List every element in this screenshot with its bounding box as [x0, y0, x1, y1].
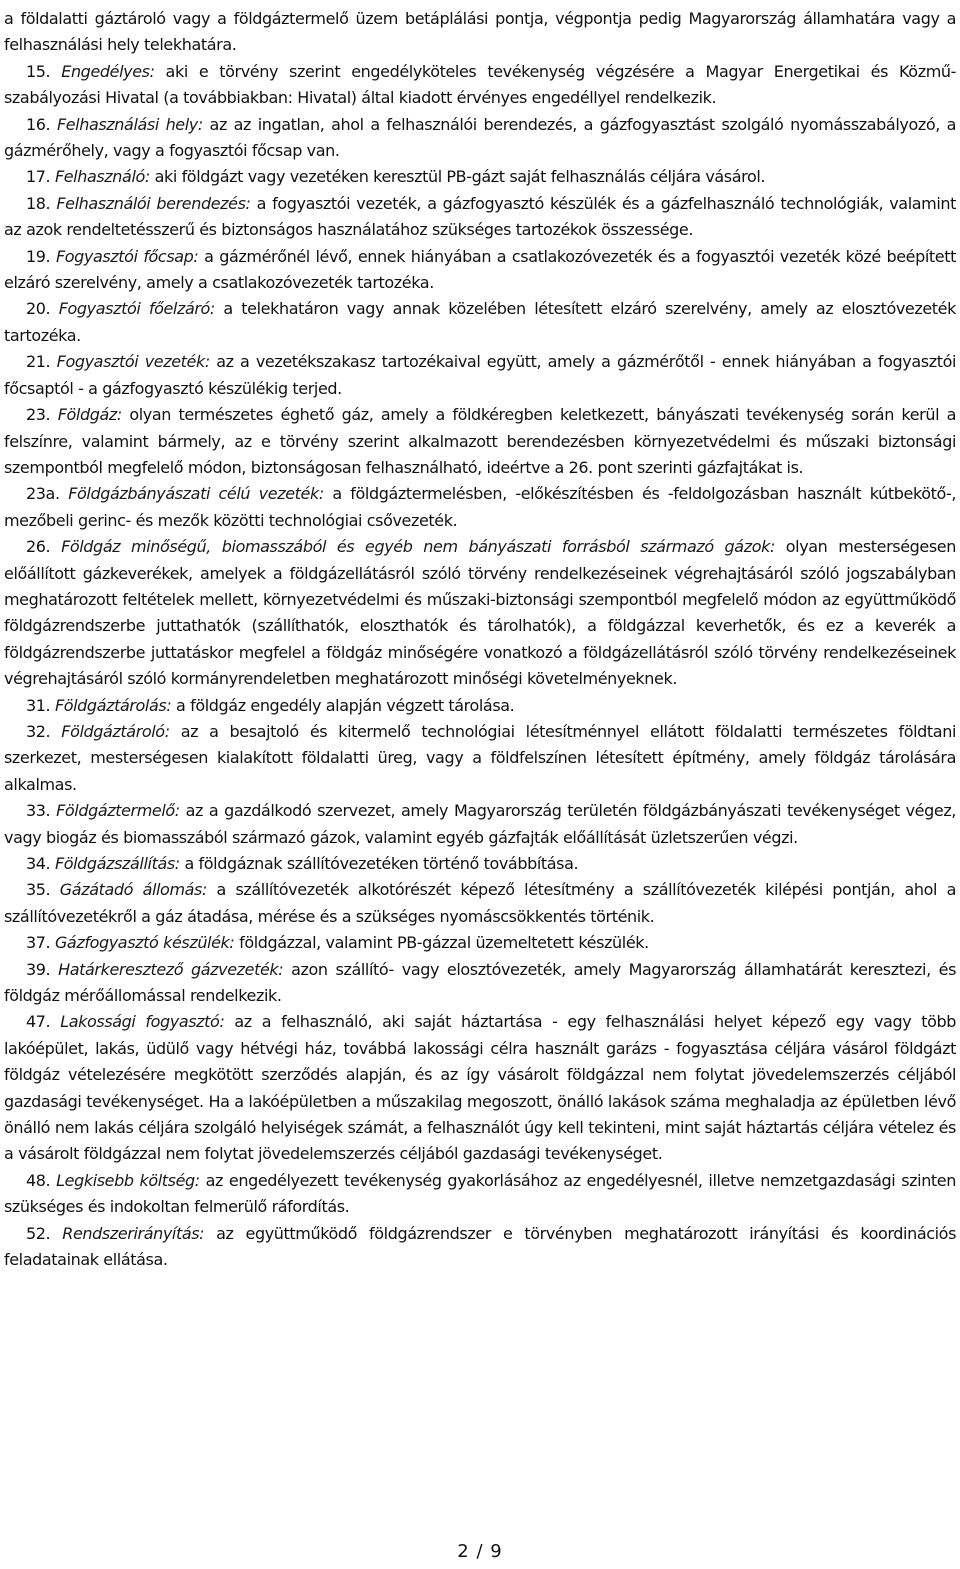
definition-number: 35.: [26, 880, 51, 900]
definition-text: a földgáztermelésben, -előkészítésben és -feldolgozásban használt kútbekötő-, mezőbeli gerinc- és mezők közötti technológiai csővezeték.: [4, 484, 957, 530]
definition-number: 16.: [26, 114, 51, 134]
definition-number: 47.: [26, 1012, 51, 1032]
definition-item: [4, 798, 956, 851]
definition-item: [4, 244, 956, 297]
definition-term: Földgáz:: [57, 405, 122, 425]
definition-item: [4, 719, 956, 798]
definitions-list: [4, 59, 956, 1274]
definition-term: Felhasználó:: [54, 167, 150, 187]
definition-text: a szállítóvezeték alkotórészét képező létesítmény a szállítóvezeték kilépési pontján, ahol a szállítóvezetékről a gáz átadása, mérése és a szükséges nyomáscsökkentés történik.: [4, 880, 956, 926]
definition-item: [4, 1009, 956, 1167]
definition-number: 33.: [26, 801, 51, 821]
definition-number: 15.: [26, 61, 51, 81]
definition-item: [4, 534, 956, 692]
definition-text: az a vezetékszakasz tartozékaival együtt, amely a gázmérőtől - ennek hiányában a fogyasztói főcsaptól - a gázfogyasztó készülékig terjed.: [4, 352, 957, 398]
definition-term: Engedélyes:: [61, 61, 155, 81]
definition-term: Földgáztárolás:: [54, 695, 172, 715]
document-page: [4, 6, 956, 1274]
definition-text: a telekhatáron vagy annak közelében létesített elzáró szerelvény, amely az elosztóvezeték tartozéka.: [4, 299, 956, 345]
definition-number: 23a.: [26, 484, 60, 504]
definition-text: az együttműködő földgázrendszer e törvényben meghatározott irányítási és koordinációs feladatainak ellátása.: [4, 1223, 957, 1270]
intro-paragraph: a földalatti gáztároló vagy a földgáztermelő üzem betáplálási pontja, végpontja pedig Magyarország államhatára vagy a felhasználási hely telekhatára.: [4, 9, 956, 55]
definition-term: Gázátadó állomás:: [59, 880, 207, 900]
definition-item: [4, 957, 956, 1010]
definition-text: olyan mesterségesen előállított gázkeverékek, amelyek a földgázellátásról szóló törvény rendelkezéseinek végrehajtásáról szóló jogszabályban meghatározott feltételek mellett, környezetvédelmi és műszaki-biztonsági szempontból megfelelő módon az együttműködő földgázrendszerbe juttathatók (szállíthatók, eloszthatók és tárolhatók), a földgázzal keverhetők, és ez a keverék a földgázrendszerbe juttatáskor megfelel a földgáz minőségére vonatkozó a földgázellátásról szóló törvény rendelkezéseinek végrehajtásáról szóló kormányrendeletben meghatározott minőségi követelményeknek.: [4, 537, 956, 689]
definition-item: [4, 481, 956, 534]
definition-text: aki földgázt vagy vezetéken keresztül PB-gázt saját felhasználás céljára vásárol.: [149, 167, 766, 187]
definition-item: [4, 296, 956, 349]
definition-term: Felhasználói berendezés:: [56, 193, 251, 213]
definition-number: 31.: [26, 695, 51, 715]
definition-number: 39.: [26, 959, 51, 979]
definition-item: [4, 164, 956, 190]
page-number: 2 / 9: [457, 1541, 503, 1562]
definition-item: [4, 1221, 956, 1274]
definition-item: [4, 402, 956, 481]
definition-number: 26.: [26, 537, 51, 557]
definition-text: az engedélyezett tevékenység gyakorlásához az engedélyesnél, illetve nemzetgazdasági szinten szükséges és indokoltan felmerülő ráfordítás.: [4, 1170, 956, 1217]
definition-number: 32.: [26, 721, 51, 741]
definition-text: az a gazdálkodó szervezet, amely Magyarország területén földgázbányászati tevékenységet végez, vagy biogáz és biomasszából származó gázok, valamint egyéb gázfajták előállítását üzletszerűen végzi.: [4, 801, 956, 847]
definition-item: [4, 1168, 956, 1221]
definition-text: az az ingatlan, ahol a felhasználói berendezés, a gázfogyasztást szolgáló nyomásszabályozó, a gázmérőhely, vagy a fogyasztói főcsap van.: [4, 114, 956, 161]
definition-term: Földgáztermelő:: [56, 801, 180, 821]
definition-term: Gázfogyasztó készülék:: [54, 933, 235, 953]
definition-term: Fogyasztói vezeték:: [56, 352, 210, 372]
definition-term: Lakossági fogyasztó:: [60, 1012, 225, 1032]
definition-number: 23.: [26, 405, 51, 425]
definition-term: Földgázbányászati célú vezeték:: [68, 484, 324, 504]
definition-number: 48.: [26, 1170, 51, 1190]
definition-item: [4, 112, 956, 165]
definition-text: az a besajtoló és kitermelő technológiai létesítménnyel ellátott földalatti természetes földtani szerkezet, mesterségesen kialakított földalatti üreg, vagy a földfelszínen létesített építmény, amely földgáz tárolására alkalmas.: [4, 721, 956, 794]
definition-number: 18.: [26, 193, 51, 213]
definition-term: Földgáz minőségű, biomasszából és egyéb nem bányászati forrásból származó gázok:: [61, 537, 775, 557]
definition-number: 34.: [26, 854, 51, 873]
definition-text: a fogyasztói vezeték, a gázfogyasztó készülék és a gázfelhasználó technológiák, valamint az azok rendeltetésszerű és biztonságos használatához szükséges tartozékok összessége.: [4, 193, 957, 240]
definition-item: [4, 930, 956, 956]
definition-number: 20.: [26, 299, 51, 319]
definition-text: olyan természetes éghető gáz, amely a földkéregben keletkezett, bányászati tevékenység során kerül a felszínre, valamint bármely, az e törvény szerint alkalmazott berendezésben környezetvédelmi és műszaki biztonsági szempontból megfelelő módon, biztonságosan felhasználható, ideértve a 26. pont szerinti gázfajtákat is.: [4, 405, 956, 477]
definition-term: Legkisebb költség:: [56, 1170, 200, 1190]
definition-item: [4, 191, 956, 244]
definition-item: [4, 59, 956, 112]
definition-item: [4, 851, 956, 877]
definition-text: az a felhasználó, aki saját háztartása - egy felhasználási helyet képező egy vagy több lakóépület, lakás, üdülő vagy hétvégi ház, továbbá lakossági célra használt garázs - fogyasztása céljára vásárol földgázt földgáz vételezésére megkötött szerződés alapján, és az így vásárolt földgázzal nem folytat jövedelemszerzés céljából gazdasági tevékenységet. Ha a lakóépületben a műszakilag megoszott, önálló lakások száma meghaladja az épületben lévő önálló nem lakás céljára szolgáló helyiségek számát, a felhasználót úgy kell tekinteni, mint saját háztartás céljára vételez és a vásárolt földgázzal nem folytat jövedelemszerzés céljából gazdasági tevékenységet.: [4, 1012, 957, 1164]
definition-term: Rendszerirányítás:: [62, 1223, 205, 1243]
definition-term: Fogyasztói főcsap:: [55, 246, 199, 266]
definition-number: 17.: [26, 167, 51, 187]
definition-term: Fogyasztói főelzáró:: [58, 299, 215, 319]
definition-item: [4, 693, 956, 719]
definition-term: Határkeresztező gázvezeték:: [58, 959, 284, 979]
definition-number: 19.: [26, 246, 51, 266]
definition-term: Felhasználási hely:: [56, 114, 203, 134]
definition-term: Földgáztároló:: [61, 721, 170, 741]
definition-text: a gázmérőnél lévő, ennek hiányában a csatlakozóvezeték és a fogyasztói vezeték közé beépített elzáró szerelvény, amely a csatlakozóvezeték tartozéka.: [4, 246, 956, 293]
definition-number: 21.: [26, 352, 51, 372]
definition-text: földgázzal, valamint PB-gázzal üzemeltetett készülék.: [234, 933, 649, 953]
definition-number: 52.: [26, 1223, 51, 1243]
definition-text: aki e törvény szerint engedélyköteles tevékenység végzésére a Magyar Energetikai és Közmű-szabályozási Hivatal (a továbbiakban: Hivatal) által kiadott érvényes engedéllyel rendelkezik.: [4, 61, 956, 108]
definition-text: azon szállító- vagy elosztóvezeték, amely Magyarország államhatárát keresztezi, és földgáz mérőállomással rendelkezik.: [4, 959, 957, 1006]
definition-text: a földgáznak szállítóvezetéken történő továbbítása.: [179, 854, 579, 873]
definition-item: [4, 349, 956, 402]
definition-term: Földgázszállítás:: [54, 854, 180, 873]
definition-text: a földgáz engedély alapján végzett tárolása.: [171, 695, 515, 715]
definition-number: 37.: [26, 933, 51, 953]
definition-item: [4, 877, 956, 930]
